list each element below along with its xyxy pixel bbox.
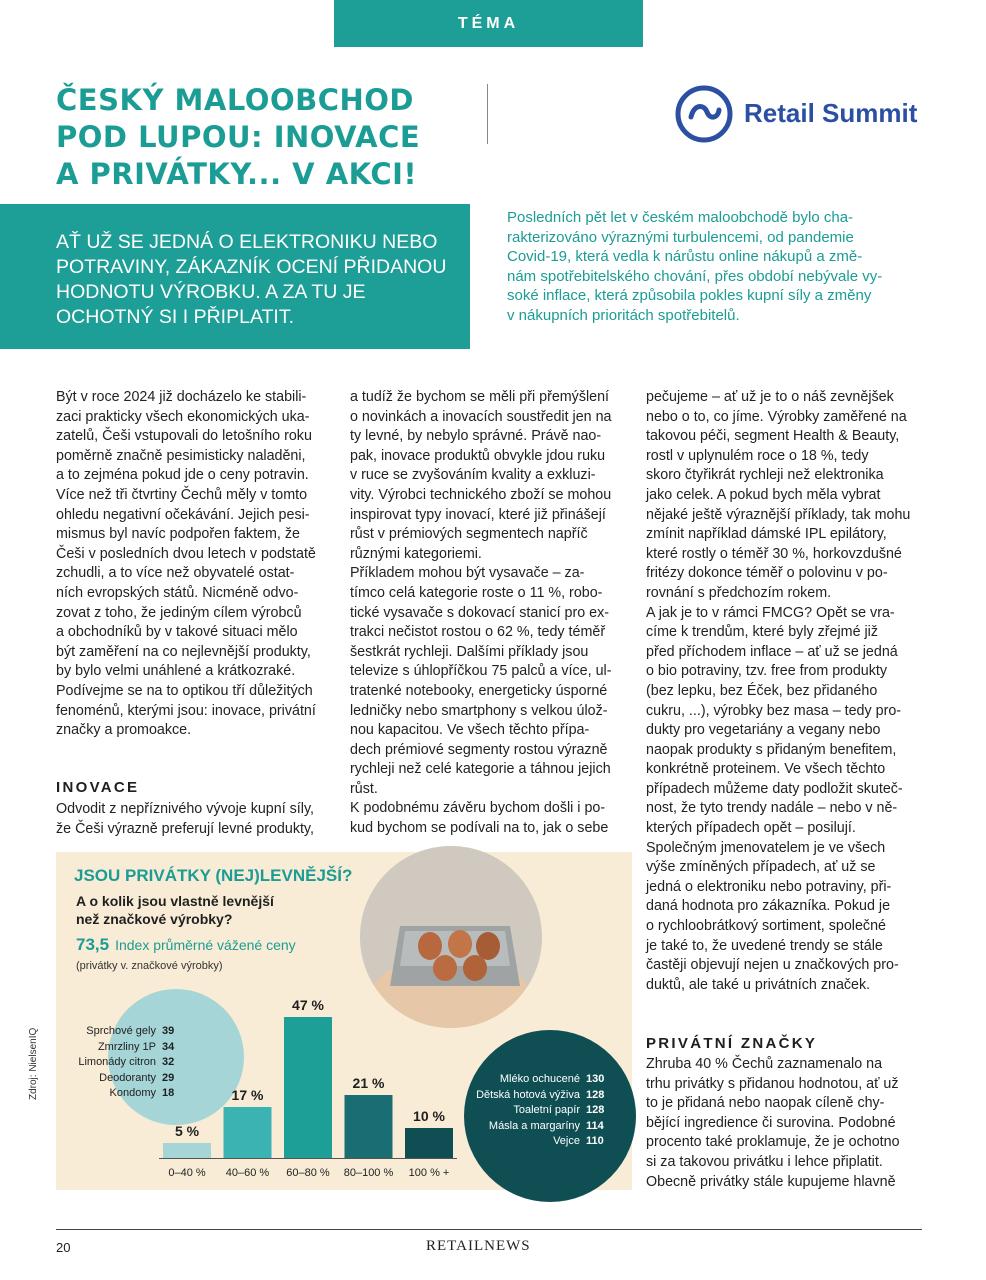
list-item-label: Kondomy [109, 1087, 156, 1099]
text-line: vity. Výrobci technického zboží se mohou [350, 486, 612, 503]
list-item [446, 1103, 608, 1119]
retail-summit-logo-icon [674, 84, 734, 144]
retail-summit-logo [674, 84, 934, 144]
lead-text [56, 230, 461, 330]
text-line: ohledu negativní očekávání. Jejich pesi- [56, 506, 310, 523]
bar-value-label: 17 % [231, 1087, 264, 1103]
list-item [446, 1134, 608, 1150]
intro-paragraph [507, 208, 937, 326]
text-line: tímco celá kategorie roste o 11 %, robo- [350, 584, 603, 601]
text-line: daná hodnota pro zákazníka. Pokud je [646, 898, 891, 915]
text-line: zaci prakticky všech ekonomických uka- [56, 408, 310, 425]
text-line: Být v roce 2024 již docházelo ke stabili- [56, 389, 307, 405]
list-item-label: Másla a margaríny [488, 1119, 580, 1132]
text-line: šestkrát rychleji. Dalšími příklady jsou [350, 643, 589, 660]
text-line: fenoménů, kterými jsou: inovace, privátní [56, 702, 316, 719]
lead-box [0, 204, 470, 349]
text-line: o bio potraviny, tzv. free from produkty [646, 663, 888, 680]
text-line: Společným jmenovatelem je ve všech [646, 839, 886, 856]
text-line: zmínit například dámské IPL epilátory, [646, 526, 887, 543]
subtitle-line: A o kolik jsou vlastně levnější [76, 893, 274, 909]
subtitle-line: než značkové výrobky? [76, 911, 233, 927]
list-item-value: 34 [162, 1040, 175, 1053]
text-line: ních evropských států. Nicméně odvo- [56, 584, 299, 601]
text-line: růst v prémiových segmentech napříč [350, 526, 588, 543]
divider [487, 84, 488, 144]
text-line: A jak je to v rámci FMCG? Opět se vra- [646, 604, 895, 621]
text-line: výše zmíněných případech, ať už se [646, 859, 876, 876]
text-line: pak, inovace produktů obvykle jdou ruku [350, 447, 606, 464]
text-line: Češi v posledních dvou letech v podstatě [56, 545, 316, 562]
text-line: růst. [350, 780, 378, 797]
text-line: nou kapacitou. Ve všech těchto přípa- [350, 722, 590, 739]
text-line: naopak produkty s přidaným benefitem, [646, 741, 897, 758]
lead-line: POTRAVINY, ZÁKAZNÍK OCENÍ PŘIDANOU [56, 256, 447, 278]
section-tag: TÉMA [334, 0, 643, 47]
text-line: Zhruba 40 % Čechů zaznamenalo na [646, 1056, 883, 1072]
text-line: poměrně značně pesimisticky naladěni, [56, 447, 306, 464]
bar-value-label: 47 % [292, 997, 324, 1013]
text-line: nebo o to, co jíme. Výrobky zaměřené na [646, 408, 907, 425]
text-line: rakterizováno výraznými turbulencemi, od pandemie [507, 228, 854, 246]
index-note: (privátky v. značkové výrobky) [76, 960, 223, 972]
text-line: címe k trendům, které byly zřejmé již [646, 624, 878, 641]
list-item [446, 1119, 608, 1135]
footer-brand: RETAILNEWS [426, 1238, 531, 1254]
text-line: Obecně privátky stále kupujeme hlavně [646, 1173, 896, 1190]
category-label: 80–100 % [343, 1167, 394, 1179]
text-line: takovou péči, segment Health & Beauty, [646, 428, 900, 445]
text-line: duktů, ale také u privátních značek. [646, 976, 871, 993]
text-line: o novinkách a inovacích soustředit jen na [350, 408, 612, 425]
list-item-value: 130 [586, 1073, 605, 1085]
text-line: rychleji než celé kategorie a táhnou jejich [350, 761, 611, 778]
text-line: častěji objevují nejen u značkových pro- [646, 957, 899, 974]
list-item-label: Vejce [553, 1135, 580, 1147]
bar [224, 1107, 272, 1158]
text-line: pečujeme – ať už je to o náš zevnějšek [646, 389, 894, 405]
text-line: v ruce se zvyšováním kvality a exkluzi- [350, 467, 596, 484]
text-line: bějící ingredience či surovina. Podobné [646, 1114, 896, 1131]
text-line: rostl v uplynulém roce o 18 %, tedy [646, 447, 869, 464]
bar [163, 1143, 211, 1158]
text-line: inspirovat typy inovací, které již přinášejí [350, 506, 606, 523]
text-line: dukty pro vegetariány a vegany nebo [646, 722, 881, 739]
text-line: nám spotřebitelského chování, přes období nebývale vy- [507, 267, 883, 285]
text-line: Odvodit z nepříznivého vývoje kupní síly, [56, 801, 314, 817]
text-line: trakci nečistot rostou o 62 %, tedy téměř [350, 624, 606, 641]
bar [284, 1017, 332, 1158]
text-line: trhu privátky s přidanou hodnotou, ať už [646, 1075, 899, 1092]
text-line: si za takovou privátku i lehce připlatit. [646, 1153, 883, 1170]
list-item-value: 32 [162, 1056, 175, 1068]
list-item-label: Mléko ochucené [499, 1073, 580, 1085]
headline-line: ČESKÝ MALOOBCHOD [56, 83, 414, 117]
text-line: a obchodníků by v takové situaci mělo [56, 624, 298, 641]
lead-line: OCHOTNÝ SI I PŘIPLATIT. [56, 306, 295, 328]
text-line: kud bychom se podívali na to, jak o sebe [350, 820, 609, 837]
text-line: mismus byl navíc podpořen faktem, že [56, 526, 300, 543]
category-label: 60–80 % [286, 1167, 330, 1179]
source-note: Zdroj: NielsenIQ [28, 1027, 39, 1100]
text-line: dech prémiové segmenty rostou výrazně [350, 741, 608, 758]
text-line: být zaměření na co nejlevnější produkty, [56, 643, 311, 660]
text-line: to je přidaná nebo naopak cíleně chy- [646, 1095, 885, 1112]
list-item-label: Sprchové gely [86, 1025, 156, 1037]
column-3 [646, 388, 931, 995]
list-item-label: Dětská hotová výživa [476, 1088, 580, 1101]
text-line: které rostly o téměř 30 %, horkovzdušné [646, 545, 902, 562]
text-line: a tudíž že bychom se měli při přemýšlení [350, 389, 610, 405]
list-item-value: 128 [586, 1104, 605, 1116]
inovace-paragraph [56, 800, 341, 839]
text-line: ty levné, by nebylo správné. Právě nao- [350, 428, 602, 445]
text-line: před příchodem inflace – ať už se jedná [646, 643, 898, 660]
text-line: ledničky nebo smartphony s velkou úlož- [350, 702, 608, 719]
text-line: že Češi výrazně preferují levné produkty, [56, 820, 314, 837]
text-line: K podobnému závěru bychom došli i po- [350, 800, 606, 817]
text-line: skoro čtyřikrát rychleji než elektronika [646, 467, 884, 484]
footer-divider [56, 1229, 922, 1230]
list-item-label: Zmrzliny 1P [97, 1040, 156, 1053]
index-label: Index průměrné vážené ceny [115, 937, 296, 953]
section-heading-privatni-znacky: PRIVÁTNÍ ZNAČKY [646, 1035, 818, 1052]
headline-line: POD LUPOU: INOVACE [56, 120, 421, 154]
list-item [446, 1088, 608, 1104]
index-value: 73,5 [76, 935, 110, 954]
text-line: jako celek. A pokud bych měla vybrat [646, 486, 881, 503]
text-line: (bez lepku, bez Éček, bez přidaného [646, 682, 878, 699]
headline [56, 82, 456, 193]
text-line: o rychloobrátkový sortiment, společné [646, 918, 886, 935]
category-label: 100 % + [408, 1167, 450, 1179]
column-2 [350, 388, 635, 839]
text-line: kterých případech opět – posilují. [646, 820, 856, 837]
lead-line: AŤ UŽ SE JEDNÁ O ELEKTRONIKU NEBO [56, 231, 438, 253]
list-item-value: 29 [162, 1071, 175, 1084]
text-line: jedná o elektroniku nebo potraviny, při- [646, 878, 892, 895]
text-line: zovat z toho, že jediným cílem výrobců [56, 604, 302, 621]
text-line: různými kategoriemi. [350, 545, 482, 562]
list-item-value: 128 [586, 1088, 605, 1101]
bar-value-label: 10 % [413, 1108, 445, 1124]
list-item-label: Toaletní papír [513, 1104, 580, 1116]
text-line: fritézy dokonce téměř o polovinu v po- [646, 565, 888, 582]
text-line: Posledních pět let v českém maloobchodě bylo cha- [507, 209, 854, 226]
text-line: Příkladem mohou být vysavače – za- [350, 565, 585, 582]
text-line: zatelů, Češi vstupovali do letošního roku [56, 428, 312, 445]
text-line: rovnání s předchozím rokem. [646, 584, 832, 601]
text-line: Podívejme se na to optikou tří důležitých [56, 682, 313, 699]
text-line: televize s úhlopříčkou 75 palců a více, ul- [350, 663, 612, 680]
text-line: konkrétně proteinem. Ve všech těchto [646, 761, 886, 778]
category-label: 40–60 % [225, 1167, 270, 1179]
text-line: případech můžeme daty podložit skuteč- [646, 780, 903, 797]
list-item [446, 1072, 608, 1088]
section-heading-inovace: INOVACE [56, 779, 140, 796]
text-line: je také to, že uvedené trendy se stále [646, 937, 883, 954]
bar [345, 1095, 393, 1158]
lead-line: HODNOTU VÝROBKU. A ZA TU JE [56, 281, 366, 303]
infobox-private-labels [56, 852, 632, 1190]
text-line: nost, že tyto trendy nadále – nebo v ně- [646, 800, 898, 817]
list-item-value: 18 [162, 1087, 175, 1099]
text-line: procento také proklamuje, že je ochotno [646, 1134, 900, 1151]
text-line: nějaké ještě výraznější příklady, tak mohu [646, 506, 911, 523]
expensive-list [446, 1072, 608, 1150]
bar-value-label: 5 % [174, 1123, 200, 1139]
text-line: zchudli, a to více než obyvatelé ostat- [56, 565, 295, 582]
category-label: 0–40 % [168, 1167, 206, 1179]
list-item-value: 39 [162, 1025, 175, 1037]
list-item-value: 110 [586, 1135, 604, 1147]
column-1 [56, 388, 341, 741]
retail-summit-logo-text: Retail Summit [744, 98, 918, 128]
text-line: v nákupních prioritách spotřebitelů. [507, 306, 740, 324]
list-item-label: Deodoranty [99, 1071, 156, 1084]
text-line: soké inflace, která způsobila pokles kupní síly a změny [507, 287, 872, 305]
text-line: Covid-19, která vedla k nárůstu online nákupů a změ- [507, 248, 863, 266]
text-line: značky a promoakce. [56, 722, 192, 739]
list-item-value: 114 [586, 1119, 604, 1132]
privatni-paragraph [646, 1055, 931, 1192]
list-item-label: Limonády citron [78, 1056, 156, 1068]
text-line: tratenké notebooky, energeticky úsporné [350, 682, 608, 699]
page-number: 20 [56, 1240, 71, 1255]
text-line: a to zejména pokud jde o ceny potravin. [56, 467, 309, 484]
text-line: Více než tři čtvrtiny Čechů měly v tomto [56, 486, 308, 503]
text-line: by bylo velmi unáhlené a krátkozraké. [56, 663, 296, 680]
headline-line: A PRIVÁTKY... V AKCI! [56, 157, 418, 191]
text-line: cukru, ...), výrobky bez masa – tedy pro- [646, 702, 902, 719]
bar-value-label: 21 % [352, 1075, 385, 1091]
text-line: tické vysavače s dokovací stanicí pro ex- [350, 604, 610, 621]
infobox-title: JSOU PRIVÁTKY (NEJ)LEVNĚJŠÍ? [74, 866, 353, 885]
